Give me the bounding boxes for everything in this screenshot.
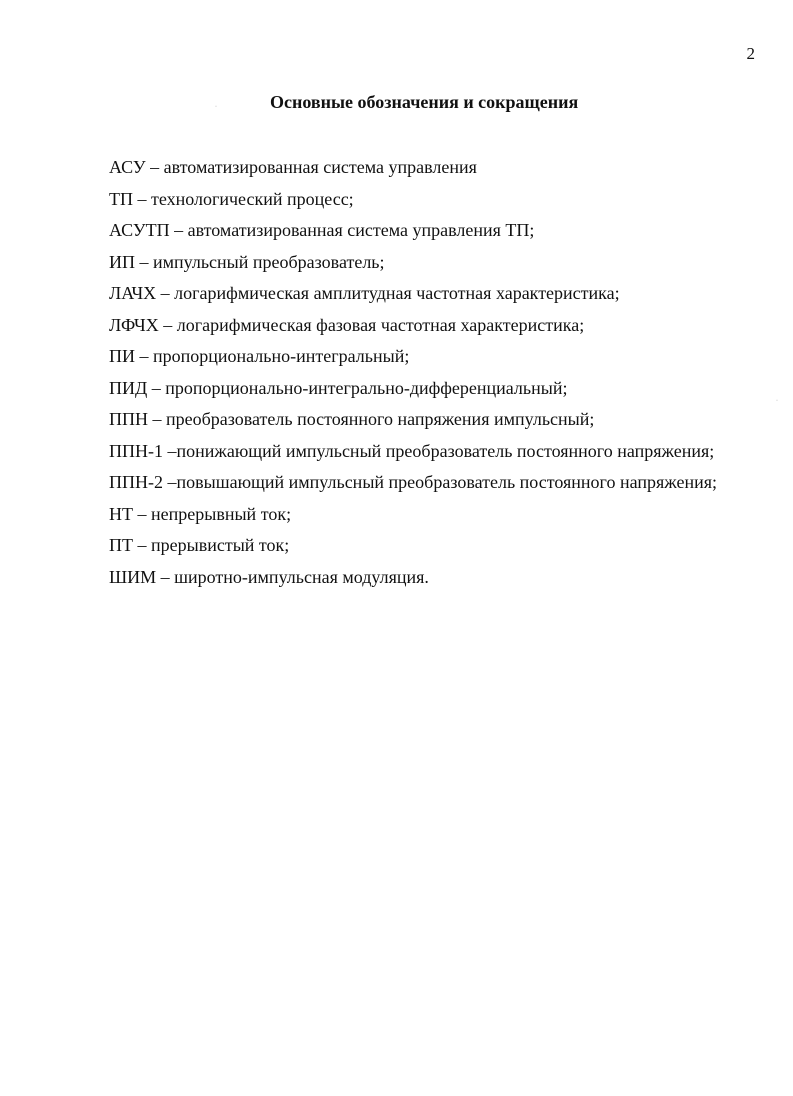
list-item: ШИМ – широтно-импульсная модуляция.	[109, 566, 429, 587]
list-item: ПТ – прерывистый ток;	[109, 535, 290, 555]
list-item: НТ – непрерывный ток;	[109, 503, 292, 524]
page-number: 2	[746, 44, 755, 63]
list-item: ИП – импульсный преобразователь;	[109, 251, 385, 272]
list-item: АСУ – автоматизированная система управления	[109, 157, 477, 177]
list-item: ЛАЧХ – логарифмическая амплитудная частотная характеристика;	[109, 283, 620, 303]
list-item: ПИД – пропорционально-интегрально-дифференциальный;	[109, 377, 568, 398]
list-item: ТП – технологический процесс;	[109, 188, 354, 209]
scan-speck: ·	[215, 104, 217, 110]
page-title: Основные обозначения и сокращения	[270, 92, 579, 112]
scan-speck: ·	[776, 398, 778, 404]
list-item: ПИ – пропорционально-интегральный;	[109, 346, 410, 366]
list-item: АСУТП – автоматизированная система управления ТП;	[109, 220, 535, 240]
list-item: ППН-1 –понижающий импульсный преобразователь постоянного напряжения;	[109, 440, 715, 461]
list-item: ППН – преобразователь постоянного напряжения импульсный;	[109, 409, 595, 429]
abbreviation-list	[109, 152, 717, 593]
list-item: ППН-2 –повышающий импульсный преобразователь постоянного напряжения;	[109, 472, 718, 492]
list-item: ЛФЧХ – логарифмическая фазовая частотная характеристика;	[109, 314, 585, 335]
